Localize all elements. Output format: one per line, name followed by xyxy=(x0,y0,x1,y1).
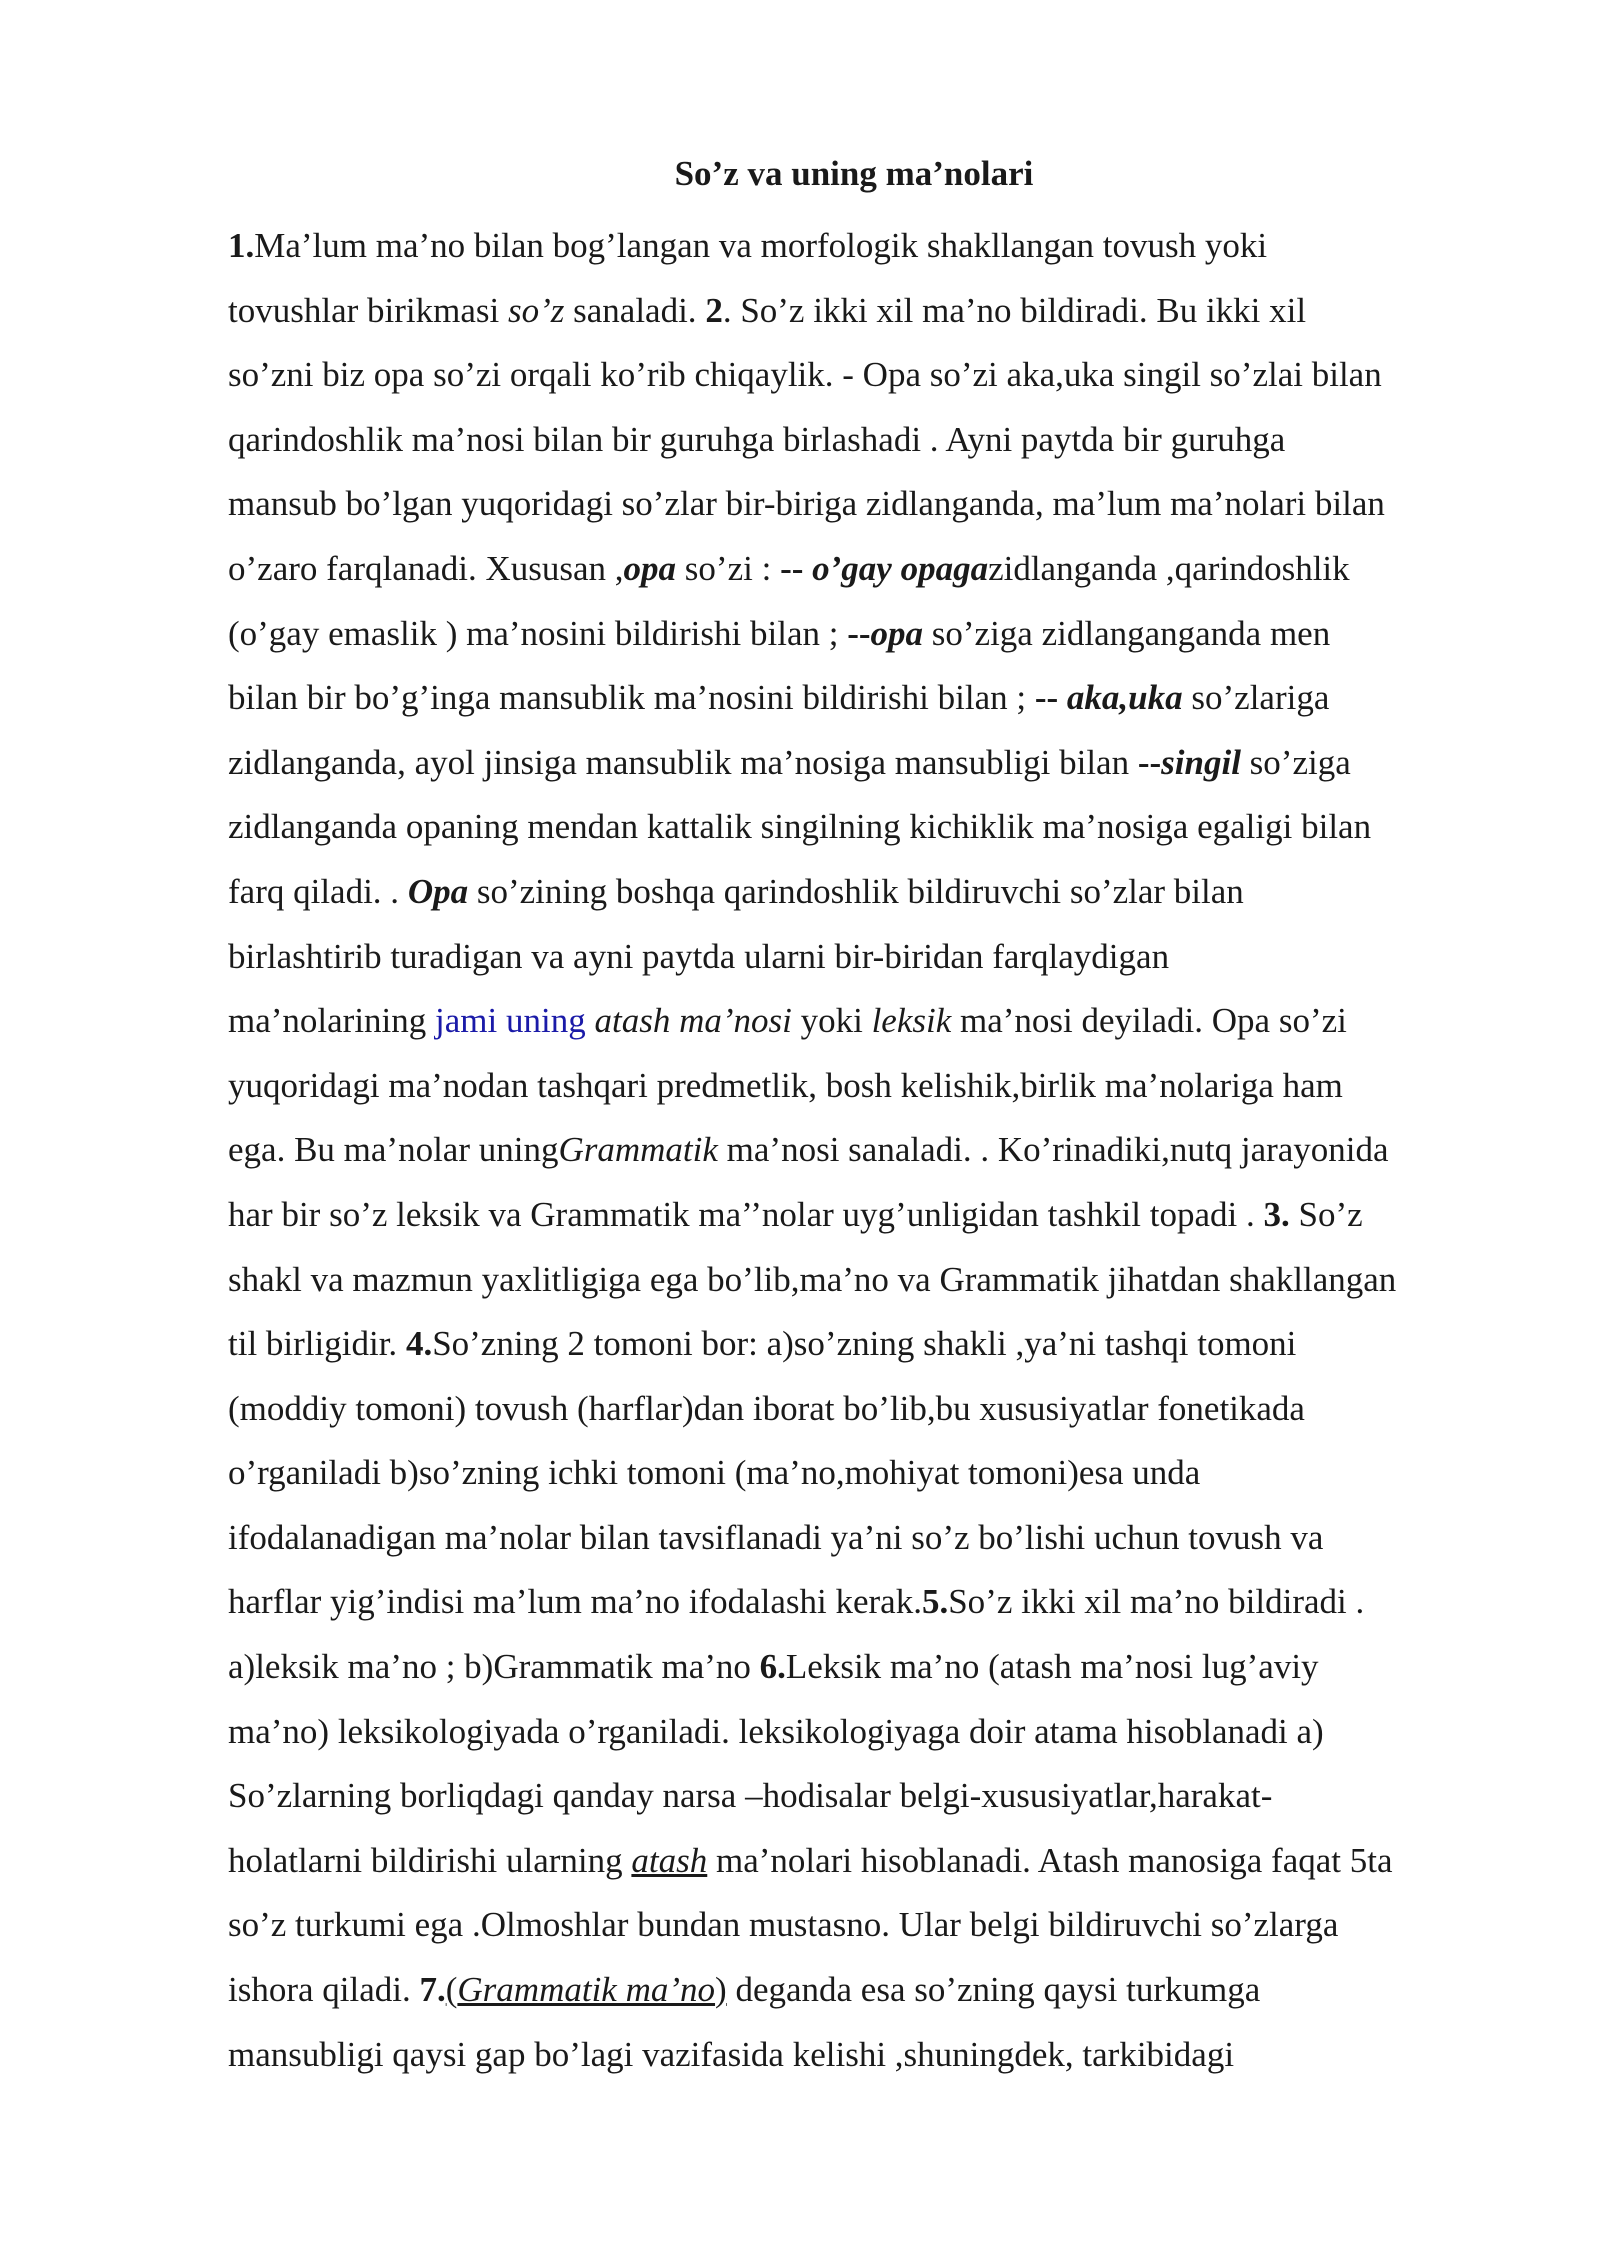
text-line xyxy=(228,2023,1518,2088)
text-run: 5. xyxy=(921,1582,949,1622)
text-line xyxy=(228,1700,1518,1765)
text-run: qarindoshlik ma’nosi bilan bir guruhga birlashadi . Ayni paytda bir guruhga xyxy=(228,419,1286,459)
text-run: so’zni biz opa so’zi orqali ko’rib chiqaylik. - Opa so’zi aka,uka singil so’zlai bilan xyxy=(228,355,1382,395)
text-line xyxy=(228,666,1518,731)
text-run: so’zining boshqa qarindoshlik bildiruvchi so’zlar bilan xyxy=(468,871,1244,911)
text-line xyxy=(228,1312,1518,1377)
text-run: deganda esa so’zning qaysi turkumga xyxy=(726,1970,1261,2010)
text-run: . So’z ikki xil ma’no bildiradi. Bu ikki xil xyxy=(722,290,1307,330)
text-run: aka,uka xyxy=(1066,678,1183,718)
text-run: Leksik ma’no (atash ma’nosi lug’aviy xyxy=(785,1647,1319,1687)
text-run: ma’no) leksikologiyada o’rganiladi. leksikologiyaga doir atama hisoblanadi a) xyxy=(228,1711,1324,1751)
text-line xyxy=(228,1958,1518,2023)
text-line xyxy=(228,343,1518,408)
text-run: -- xyxy=(1137,742,1162,782)
text-run: 1. xyxy=(228,226,255,265)
text-line xyxy=(228,1764,1518,1829)
text-line xyxy=(228,1441,1518,1506)
text-line xyxy=(228,731,1518,796)
text-run: leksik xyxy=(871,1001,952,1041)
text-run: (o’gay emaslik ) ma’nosini bildirishi bilan ; xyxy=(228,613,848,653)
text-run: -- xyxy=(1034,678,1067,718)
text-run: so’z turkumi ega .Olmoshlar bundan mustasno. Ular belgi bildiruvchi so’zlarga xyxy=(228,1905,1339,1945)
text-line xyxy=(228,214,1518,279)
text-line xyxy=(228,537,1518,602)
text-run: holatlarni bildirishi ularning xyxy=(228,1840,632,1880)
text-run: 2 xyxy=(705,290,723,330)
text-run: ma’nolarining xyxy=(228,1001,436,1041)
text-run: so’ziga zidlanganganda men xyxy=(923,613,1331,653)
text-run: ma’nolari hisoblanadi. Atash manosiga faqat 5ta xyxy=(707,1840,1393,1880)
text-run: -- xyxy=(780,548,813,588)
text-run: ega. Bu ma’nolar uning xyxy=(228,1130,559,1170)
text-run: o’rganiladi b)so’zning ichki tomoni (ma’no,mohiyat tomoni)esa unda xyxy=(228,1453,1201,1493)
text-run: so’z xyxy=(507,290,565,330)
text-line xyxy=(228,408,1518,473)
text-line xyxy=(228,860,1518,925)
text-run: mansub bo’lgan yuqoridagi so’zlar bir-biriga zidlanganda, ma’lum ma’nolari bilan xyxy=(228,484,1385,524)
text-run: Grammatik xyxy=(558,1130,718,1170)
text-run: opa xyxy=(623,548,677,588)
text-run: bilan bir bo’g’inga mansublik ma’nosini bildirishi bilan ; xyxy=(228,678,1035,718)
text-run: So’z ikki xil ma’no bildiradi . xyxy=(948,1582,1365,1622)
text-line xyxy=(228,1054,1518,1119)
text-run: til birligidir. xyxy=(228,1324,406,1364)
text-run: so’zi : xyxy=(676,548,781,588)
text-run: a)leksik ma’no ; b)Grammatik ma’no xyxy=(228,1647,760,1687)
text-run: so’ziga xyxy=(1240,742,1351,782)
text-run: ifodalanadigan ma’nolar bilan tavsiflanadi ya’ni so’z bo’lishi uchun tovush va xyxy=(228,1517,1324,1557)
text-run: har bir so’z leksik va Grammatik ma’’nolar uyg’unligidan tashkil topadi . xyxy=(228,1194,1264,1234)
text-run: So’z xyxy=(1289,1194,1363,1234)
text-line xyxy=(228,1893,1518,1958)
document-title: So’z va uning ma’nolari xyxy=(674,154,1034,193)
text-run: So’zlarning borliqdagi qanday narsa –hodisalar belgi-xususiyatlar,harakat- xyxy=(228,1776,1273,1816)
text-line xyxy=(228,1183,1518,1248)
text-run: singil xyxy=(1161,742,1241,782)
text-run: yoki xyxy=(791,1001,872,1041)
text-line xyxy=(228,989,1518,1054)
text-run: birlashtirib turadigan va ayni paytda ularni bir-biridan farqlaydigan xyxy=(228,936,1170,976)
text-run: zidlanganda opaning mendan kattalik singilning kichiklik ma’nosiga egaligi bilan xyxy=(228,807,1372,847)
text-line xyxy=(228,795,1518,860)
text-run: So’zning 2 tomoni bor: a)so’zning shakli ,ya’ni tashqi tomoni xyxy=(432,1324,1297,1364)
text-run: -- xyxy=(847,613,871,653)
text-run: shakl va mazmun yaxlitligiga ega bo’lib,ma’no va Grammatik jihatdan shakllangan xyxy=(228,1259,1397,1299)
text-line xyxy=(228,1377,1518,1442)
text-run: ) xyxy=(715,1970,727,2010)
text-run: atash ma’nosi xyxy=(594,1001,792,1041)
text-line xyxy=(228,1506,1518,1571)
text-run: 3. xyxy=(1263,1194,1290,1234)
text-line xyxy=(228,925,1518,990)
text-run: opa xyxy=(870,613,924,653)
text-run: harflar yig’indisi ma’lum ma’no ifodalashi kerak. xyxy=(228,1582,922,1622)
text-run: Grammatik ma’no xyxy=(457,1970,716,2010)
text-run: ma’nosi deyiladi. Opa so’zi xyxy=(951,1001,1347,1041)
text-line xyxy=(228,1118,1518,1183)
text-run: 7. xyxy=(419,1970,446,2010)
text-run: yuqoridagi ma’nodan tashqari predmetlik, bosh kelishik,birlik ma’nolariga ham xyxy=(228,1065,1343,1105)
text-run: farq qiladi. . xyxy=(228,871,408,911)
document-body xyxy=(228,214,1518,2087)
text-run: zidlanganda ,qarindoshlik xyxy=(988,548,1350,588)
text-run: 4. xyxy=(405,1324,433,1364)
text-run: 6. xyxy=(759,1647,786,1687)
text-run: mansubligi qaysi gap bo’lagi vazifasida kelishi ,shuningdek, tarkibidagi xyxy=(228,2034,1235,2074)
text-run: ( xyxy=(445,1970,458,2010)
text-run: jami uning xyxy=(435,1001,586,1041)
text-run: (moddiy tomoni) tovush (harflar)dan iborat bo’lib,bu xususiyatlar fonetikada xyxy=(228,1388,1305,1428)
text-run: so’zlariga xyxy=(1182,678,1330,718)
text-line xyxy=(228,1829,1518,1894)
text-line xyxy=(228,279,1518,344)
text-run: atash xyxy=(631,1840,708,1880)
text-run: sanaladi. xyxy=(564,290,706,330)
text-run: Opa xyxy=(407,871,469,911)
text-run: o’zaro farqlanadi. Xususan , xyxy=(228,548,624,588)
text-line xyxy=(228,472,1518,537)
text-run: o’gay opaga xyxy=(812,548,989,588)
text-line xyxy=(228,1635,1518,1700)
text-run: Ma’lum ma’no bilan bog’langan va morfologik shakllangan tovush yoki xyxy=(254,226,1268,265)
text-run: ma’nosi sanaladi. . Ko’rinadiki,nutq jarayonida xyxy=(717,1130,1389,1170)
text-line xyxy=(228,1248,1518,1313)
text-run: zidlanganda, ayol jinsiga mansublik ma’nosiga mansubligi bilan xyxy=(228,742,1138,782)
text-run: tovushlar birikmasi xyxy=(228,290,508,330)
text-run: ishora qiladi. xyxy=(228,1970,420,2010)
text-line xyxy=(228,602,1518,667)
text-line xyxy=(228,1570,1518,1635)
